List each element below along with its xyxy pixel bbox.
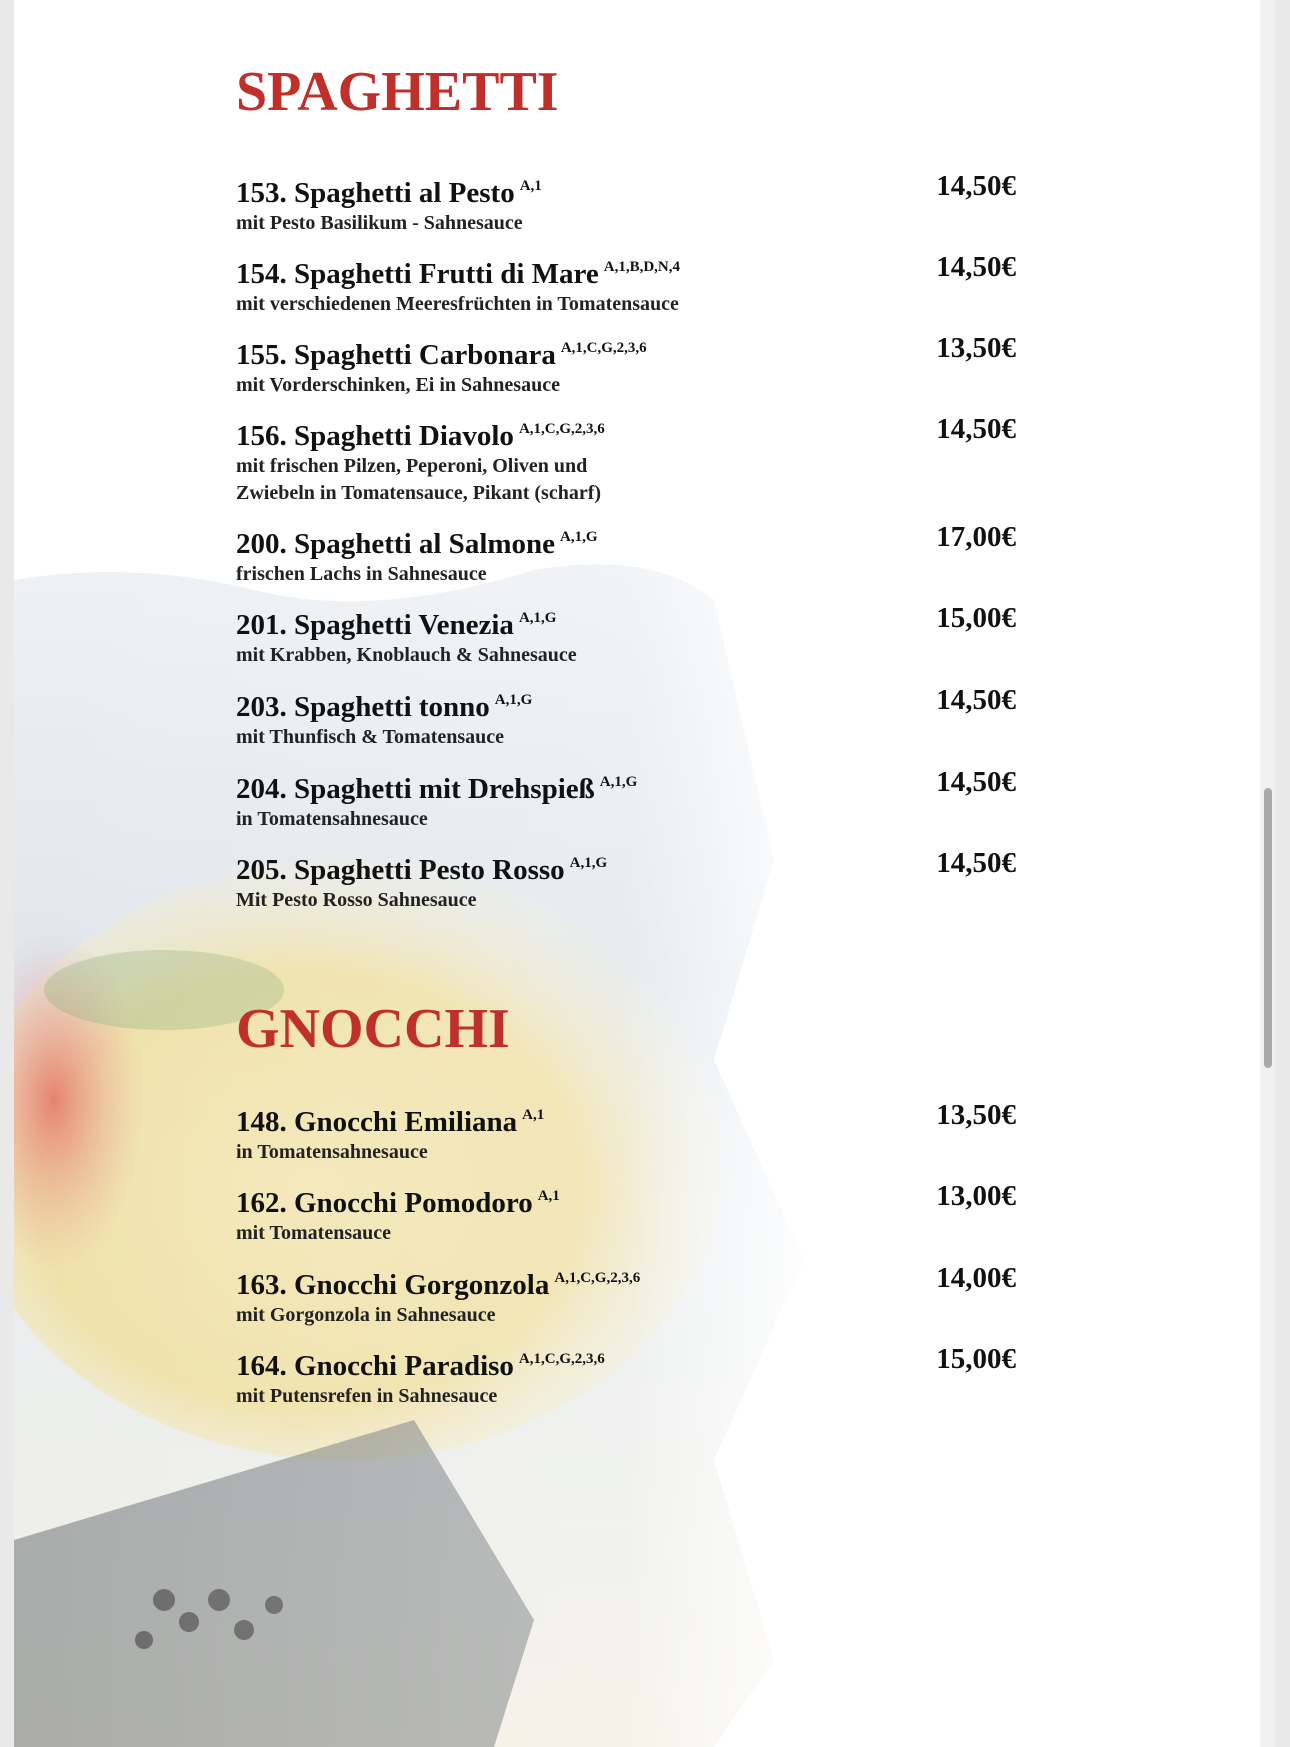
menu-item (236, 1099, 1016, 1166)
menu-item (236, 332, 1016, 399)
item-name: 203. Spaghetti tonno $^{A,1,G}$ (236, 691, 533, 723)
allergen-codes: A,1,G (560, 529, 598, 545)
allergen-codes: A,1,B,D,N,4 (603, 259, 681, 275)
section-title-spaghetti: SPAGHETTI (236, 61, 559, 123)
item-name: 154. Spaghetti Frutti di Mare $^{A,1,B,D,N,4}$ (236, 258, 681, 290)
menu-item (236, 766, 1016, 833)
allergen-codes: A,1,G (569, 855, 608, 871)
item-description: mit Tomatensauce (236, 1222, 391, 1244)
item-description: mit frischen Pilzen, Peperoni, Oliven und Zwiebeln in Tomatensauce, Pikant (scharf) (236, 455, 602, 504)
item-price: 14,50€ (936, 847, 1016, 879)
scrollbar[interactable] (1260, 0, 1275, 1747)
menu-page (14, 0, 1275, 1747)
item-description: Mit Pesto Rosso Sahnesauce (236, 889, 477, 911)
item-name: 204. Spaghetti mit Drehspieß $^{A,1,G}$ (236, 773, 638, 805)
item-name: 200. Spaghetti al Salmone $^{A,1,G}$ (236, 528, 598, 560)
item-price: 14,50€ (936, 413, 1016, 445)
item-name: 156. Spaghetti Diavolo $^{A,1,C,G,2,3,6}$ (236, 420, 605, 452)
menu-item (236, 251, 1016, 318)
item-description: mit Thunfisch & Tomatensauce (236, 726, 505, 748)
item-price: 13,50€ (936, 332, 1016, 364)
section-title-gnocchi: GNOCCHI (236, 998, 510, 1060)
item-name: 148. Gnocchi Emiliana $^{A,1}$ (236, 1106, 545, 1138)
item-name: 205. Spaghetti Pesto Rosso $^{A,1,G}$ (236, 854, 608, 886)
item-price: 15,00€ (936, 1343, 1016, 1375)
item-description: mit verschiedenen Meeresfrüchten in Tomatensauce (236, 293, 679, 315)
allergen-codes: A,1,C,G,2,3,6 (554, 1270, 641, 1286)
item-description: frischen Lachs in Sahnesauce (236, 563, 487, 585)
menu-item (236, 170, 1016, 237)
scrollbar-thumb[interactable] (1264, 788, 1272, 1068)
item-name: 164. Gnocchi Paradiso $^{A,1,C,G,2,3,6}$ (236, 1350, 605, 1382)
menu-item (236, 847, 1016, 914)
menu-item (236, 1262, 1016, 1329)
allergen-codes: A,1 (519, 178, 542, 194)
item-price: 14,50€ (936, 251, 1016, 283)
menu-item (236, 1180, 1016, 1247)
item-name: 201. Spaghetti Venezia $^{A,1,G}$ (236, 609, 557, 641)
item-description: mit Vorderschinken, Ei in Sahnesauce (236, 374, 560, 396)
allergen-codes: A,1,C,G,2,3,6 (518, 1351, 605, 1367)
item-description: mit Krabben, Knoblauch & Sahnesauce (236, 644, 577, 666)
allergen-codes: A,1,C,G,2,3,6 (518, 421, 605, 437)
item-price: 14,50€ (936, 766, 1016, 798)
item-price: 17,00€ (936, 521, 1016, 553)
item-description: mit Putensrefen in Sahnesauce (236, 1385, 498, 1407)
menu-item (236, 602, 1016, 669)
menu-item (236, 521, 1016, 588)
allergen-codes: A,1,G (518, 610, 557, 626)
menu-item (236, 1343, 1016, 1410)
item-name: 155. Spaghetti Carbonara $^{A,1,C,G,2,3,6}$ (236, 339, 647, 371)
item-description: in Tomatensahnesauce (236, 808, 428, 830)
allergen-codes: A,1,G (599, 774, 638, 790)
item-price: 14,00€ (936, 1262, 1016, 1294)
item-name: 162. Gnocchi Pomodoro $^{A,1}$ (236, 1187, 560, 1219)
allergen-codes: A,1,C,G,2,3,6 (560, 340, 647, 356)
allergen-codes: A,1,G (494, 692, 533, 708)
item-description: mit Pesto Basilikum - Sahnesauce (236, 212, 523, 234)
item-name: 163. Gnocchi Gorgonzola $^{A,1,C,G,2,3,6}$ (236, 1269, 641, 1301)
item-description: mit Gorgonzola in Sahnesauce (236, 1304, 496, 1326)
menu-item (236, 684, 1016, 751)
allergen-codes: A,1 (537, 1188, 560, 1204)
menu-item (236, 413, 1016, 507)
item-price: 14,50€ (936, 684, 1016, 716)
allergen-codes: A,1 (522, 1107, 545, 1123)
item-price: 13,00€ (936, 1180, 1016, 1212)
item-name: 153. Spaghetti al Pesto $^{A,1}$ (236, 177, 542, 209)
item-price: 15,00€ (936, 602, 1016, 634)
item-description: in Tomatensahnesauce (236, 1141, 428, 1163)
item-price: 14,50€ (936, 170, 1016, 202)
item-price: 13,50€ (936, 1099, 1016, 1131)
